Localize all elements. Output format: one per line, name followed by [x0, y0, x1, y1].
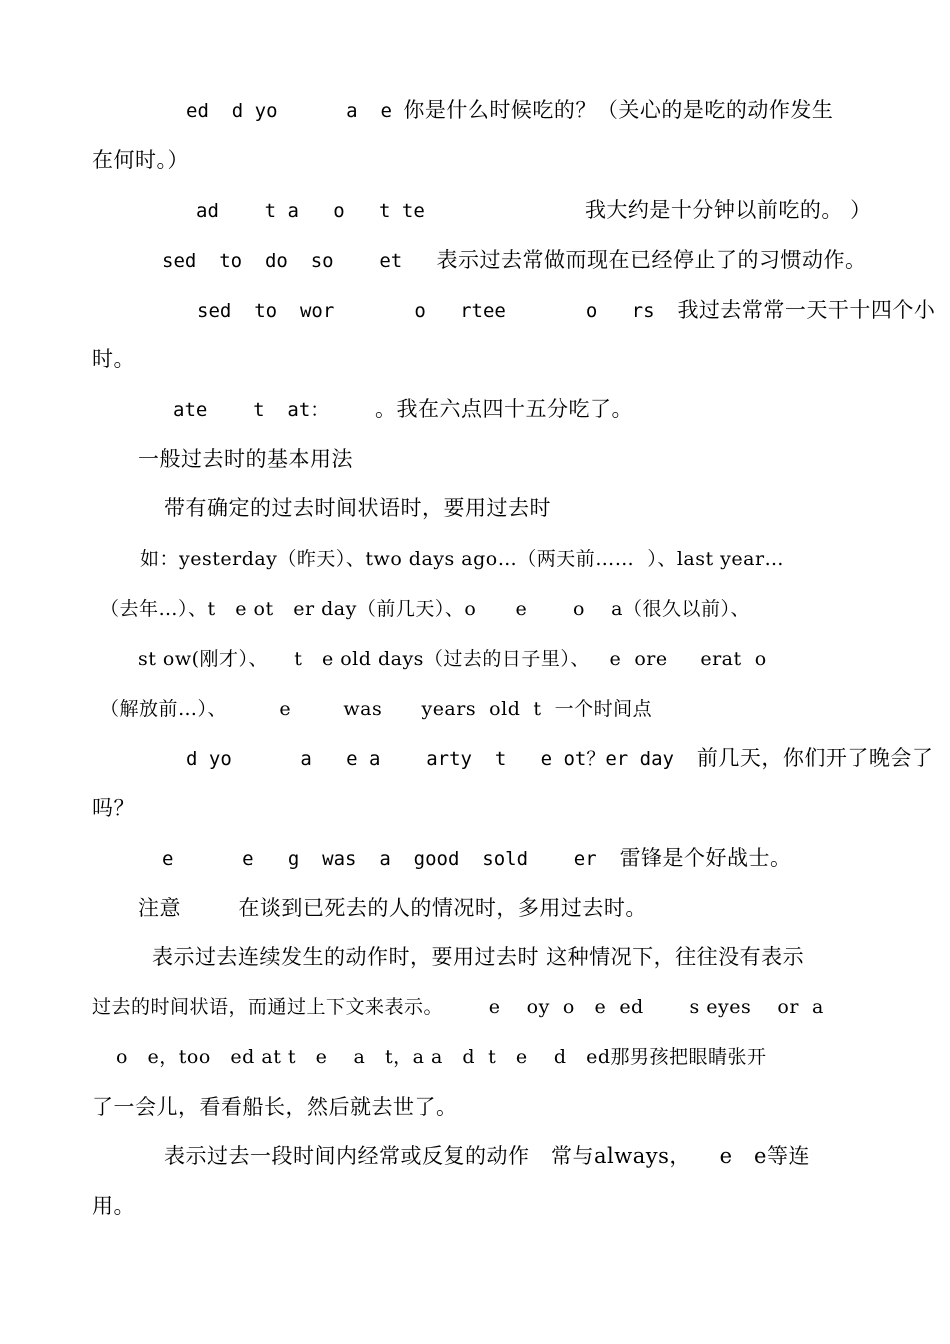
text-line: 用。	[92, 1194, 135, 1218]
text-line: 过去的时间状语，而通过上下文来表示。 e oy o e ed s eyes or a	[92, 996, 824, 1018]
text-line: e e g was a good sold er 雷锋是个好战士。	[162, 846, 792, 870]
text-line: o e，too ed at t e a t，a a d t e d ed那男孩把眼睛张开	[116, 1046, 767, 1068]
text-line: sed to do so et 表示过去常做而现在已经停止了的习惯动作。	[162, 248, 867, 272]
text-line: 表示过去连续发生的动作时，要用过去时 这种情况下，往往没有表示	[152, 945, 805, 969]
text-line: 时。	[92, 347, 135, 371]
text-line: 在何时。）	[92, 148, 189, 172]
text-line: 了一会儿，看看船长，然后就去世了。	[92, 1095, 458, 1119]
text-line: 如：yesterday（昨天）、two days ago…（两天前…… ）、last year…	[140, 548, 785, 570]
text-line: （解放前…）、 e was years old t 一个时间点	[100, 698, 653, 720]
text-line: ate t at： 。我在六点四十五分吃了。	[173, 397, 634, 421]
text-line: 吗？	[92, 796, 135, 820]
text-line: ed d yo a e 你是什么时候吃的？（关心的是吃的动作发生	[186, 98, 834, 122]
text-line: st ow(刚才）、 t e old days（过去的日子里）、 e ore erat o	[138, 648, 767, 670]
text-line: 注意 在谈到已死去的人的情况时，多用过去时。	[138, 896, 647, 920]
text-line: d yo a e a arty t e ot？er day 前几天，你们开了晚会了	[186, 746, 934, 770]
section-heading: 一般过去时的基本用法	[138, 447, 353, 471]
text-line: 表示过去一段时间内经常或反复的动作 常与always， e e等连	[164, 1144, 810, 1168]
text-line: sed to wor o rtee o rs 我过去常常一天干十四个小	[197, 298, 936, 322]
text-line: 带有确定的过去时间状语时，要用过去时	[164, 496, 551, 520]
text-line: （去年…）、t e ot er day（前几天）、o e o a（很久以前）、	[100, 598, 750, 620]
text-line: ad t a o t te 我大约是十分钟以前吃的。 ）	[196, 198, 872, 222]
